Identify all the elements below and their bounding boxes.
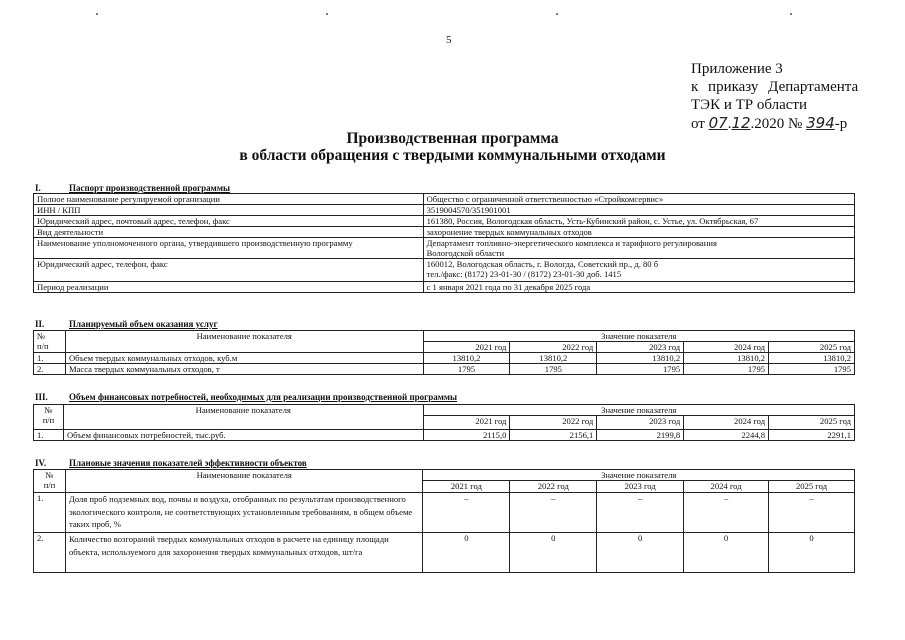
- row-value: 13810,2: [684, 353, 769, 364]
- table-row: [34, 194, 855, 205]
- table-row: [34, 205, 855, 216]
- passport-value: [423, 238, 854, 259]
- year-header: 2024 год: [684, 481, 769, 493]
- passport-label: Полное наименование регулируемой организации: [34, 194, 424, 205]
- table-header-row: [34, 405, 855, 416]
- table-row: [34, 216, 855, 227]
- col-header-name: Наименование показателя: [63, 405, 423, 430]
- row-no: 1.: [34, 493, 66, 533]
- row-value: 0: [684, 533, 769, 573]
- passport-value-line-1: Департамент топливно-энергетического комплекса и тарифного регулирования: [426, 238, 717, 248]
- row-value: 13810,2: [423, 353, 510, 364]
- scan-speck: [556, 13, 558, 15]
- section-2-number: II.: [35, 319, 45, 329]
- year-header: 2021 год: [423, 416, 510, 430]
- passport-value: 161380, Россия, Вологодская область, Усть-Кубинский район, с. Устье, ул. Октябрьская, 67: [423, 216, 854, 227]
- section-2-title: Планируемый объем оказания услуг: [69, 319, 218, 329]
- passport-label: Юридический адрес, телефон, факс: [34, 259, 424, 282]
- row-value: 1795: [510, 364, 597, 375]
- row-value: 13810,2: [597, 353, 684, 364]
- year-header: 2025 год: [769, 481, 855, 493]
- passport-table: [33, 193, 855, 293]
- passport-value: [423, 259, 854, 282]
- efficiency-indicators-table: [33, 469, 855, 573]
- section-1-title: Паспорт производственной программы: [69, 183, 230, 193]
- passport-label: Период реализации: [34, 282, 424, 293]
- title-line-2: в области обращения с твердыми коммунальными отходами: [239, 147, 666, 164]
- services-volume-table: [33, 330, 855, 375]
- table-row: [34, 353, 855, 364]
- row-no: 2.: [34, 364, 66, 375]
- year-header: 2024 год: [684, 416, 769, 430]
- passport-value-line-2: Вологодской области: [426, 248, 505, 258]
- annex-day: 07: [708, 114, 728, 132]
- table-row: [34, 430, 855, 441]
- section-2-heading: [35, 319, 218, 329]
- year-header: 2022 год: [510, 481, 597, 493]
- row-value: 0: [423, 533, 510, 573]
- section-3-title: Объем финансовых потребностей, необходимых для реализации производственной программы: [69, 392, 458, 402]
- row-value: –: [423, 493, 510, 533]
- row-value: 2115,0: [423, 430, 510, 441]
- passport-label: ИНН / КПП: [34, 205, 424, 216]
- table-row: [34, 364, 855, 375]
- passport-label: Вид деятельности: [34, 227, 424, 238]
- col-header-no: № п/п: [34, 470, 66, 493]
- year-header: 2025 год: [769, 342, 855, 353]
- year-header: 2021 год: [423, 342, 510, 353]
- row-value: 1795: [684, 364, 769, 375]
- row-no: 1.: [34, 353, 66, 364]
- annex-line-1: Приложение 3: [691, 61, 783, 77]
- col-header-value: Значение показателя: [423, 470, 855, 481]
- passport-label: Юридический адрес, почтовый адрес, телефон, факс: [34, 216, 424, 227]
- table-header-row: [34, 470, 855, 481]
- section-1-heading: [35, 183, 230, 193]
- row-value: 2199,8: [597, 430, 684, 441]
- row-value: 2291,1: [769, 430, 855, 441]
- year-header: 2025 год: [769, 416, 855, 430]
- row-no: 2.: [34, 533, 66, 573]
- section-4-number: IV.: [35, 458, 47, 468]
- annex-line-2: к приказу Департамента: [691, 79, 859, 95]
- passport-label: Наименование уполномоченного органа, утвердившего производственную программу: [34, 238, 424, 259]
- year-header: 2021 год: [423, 481, 510, 493]
- annex-number: 394: [806, 114, 835, 132]
- row-value: 2244,8: [684, 430, 769, 441]
- row-value: –: [684, 493, 769, 533]
- annex-line-3: ТЭК и ТР области: [691, 97, 807, 113]
- row-value: –: [510, 493, 597, 533]
- col-header-name: Наименование показателя: [65, 331, 423, 353]
- col-header-no: № п/п: [34, 331, 66, 353]
- annex-block: [691, 60, 858, 133]
- scan-speck: [96, 13, 98, 15]
- table-row: [34, 238, 855, 259]
- page-title: [0, 130, 905, 164]
- row-value: 0: [597, 533, 684, 573]
- row-value: 1795: [423, 364, 510, 375]
- row-name: Количество возгораний твердых коммунальных отходов в расчете на единицу площади объекта, используемого для захоронения твердых коммунальных отходов, шт/га: [65, 533, 422, 573]
- table-row: [34, 282, 855, 293]
- section-3-number: III.: [35, 392, 48, 402]
- row-value: –: [769, 493, 855, 533]
- row-no: 1.: [34, 430, 64, 441]
- row-value: 0: [769, 533, 855, 573]
- row-value: 2156,1: [510, 430, 597, 441]
- row-value: 13810,2: [769, 353, 855, 364]
- year-header: 2024 год: [684, 342, 769, 353]
- year-header: 2023 год: [597, 416, 684, 430]
- row-name: Объем твердых коммунальных отходов, куб.м: [65, 353, 423, 364]
- row-name: Масса твердых коммунальных отходов, т: [65, 364, 423, 375]
- annex-month: 12: [731, 114, 751, 132]
- col-header-value: Значение показателя: [423, 405, 854, 416]
- annex-suffix: -р: [834, 116, 848, 132]
- section-1-number: I.: [35, 183, 41, 193]
- passport-value: 3519004570/351901001: [423, 205, 854, 216]
- row-value: 13810,2: [510, 353, 597, 364]
- scan-speck: [790, 13, 792, 15]
- section-4-heading: [35, 458, 307, 468]
- year-header: 2023 год: [597, 481, 684, 493]
- page-number: 5: [446, 34, 452, 46]
- table-row: [34, 493, 855, 533]
- passport-value-line-2: тел./факс: (8172) 23-01-30 / (8172) 23-01-30 доб. 1415: [426, 269, 622, 279]
- row-value: –: [597, 493, 684, 533]
- row-value: 0: [510, 533, 597, 573]
- section-3-heading: [35, 392, 457, 402]
- table-row: [34, 259, 855, 282]
- annex-date-prefix: от: [691, 116, 705, 132]
- table-header-row: [34, 331, 855, 342]
- table-row: [34, 533, 855, 573]
- passport-value: с 1 января 2021 года по 31 декабря 2025 года: [423, 282, 854, 293]
- row-name: Объем финансовых потребностей, тыс.руб.: [63, 430, 423, 441]
- scan-speck: [326, 13, 328, 15]
- passport-value: захоронение твердых коммунальных отходов: [423, 227, 854, 238]
- annex-date-line: от 07.12.2020 № 394-р: [691, 114, 848, 132]
- financial-needs-table: [33, 404, 855, 441]
- year-header: 2023 год: [597, 342, 684, 353]
- col-header-name: Наименование показателя: [65, 470, 422, 493]
- col-header-value: Значение показателя: [423, 331, 854, 342]
- year-header: 2022 год: [510, 416, 597, 430]
- passport-value-line-1: 160012, Вологодская область, г. Вологда, Советский пр., д. 80 б: [426, 259, 659, 269]
- year-header: 2022 год: [510, 342, 597, 353]
- row-name: Доля проб подземных вод, почвы и воздуха, отобранных по результатам производственного экологического контроля, не соответствующих установленным требованиям, в общем объеме таких проб, %: [65, 493, 422, 533]
- col-header-no: № п/п: [34, 405, 64, 430]
- row-value: 1795: [769, 364, 855, 375]
- annex-year-no: .2020 №: [750, 116, 803, 132]
- table-row: [34, 227, 855, 238]
- title-line-1: Производственная программа: [346, 130, 559, 147]
- passport-value: Общество с ограниченной ответственностью «Стройкомсервис»: [423, 194, 854, 205]
- row-value: 1795: [597, 364, 684, 375]
- section-4-title: Плановые значения показателей эффективности объектов: [69, 458, 307, 468]
